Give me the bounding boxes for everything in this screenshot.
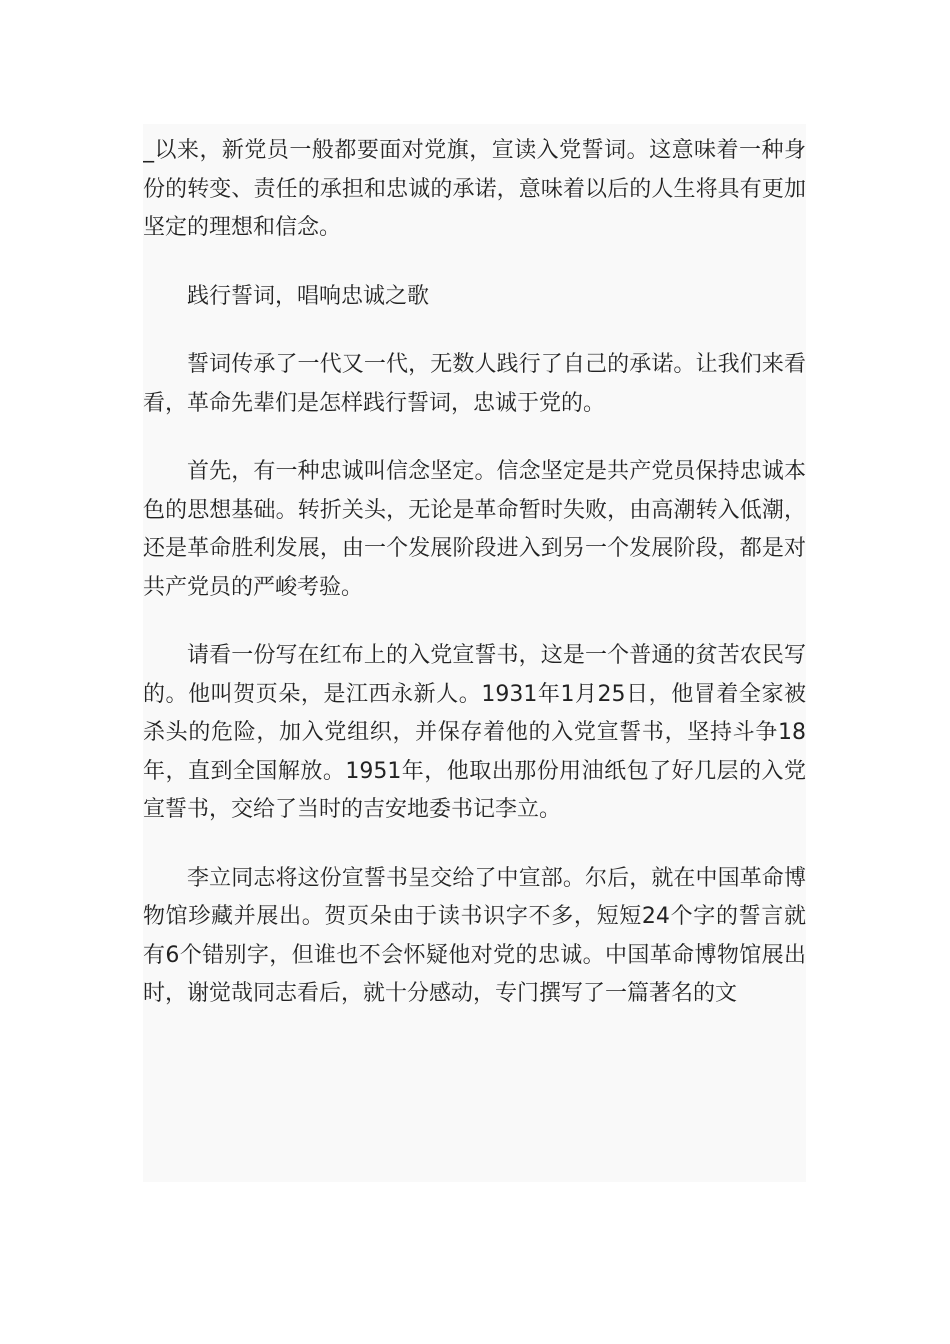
document-body [143, 124, 806, 1182]
paragraph: 请看一份写在红布上的入党宣誓书，这是一个普通的贫苦农民写的。他叫贺页朵，是江西永新人。1931年1月25日，他冒着全家被杀头的危险，加入党组织，并保存着他的入党宣誓书，坚持斗争18年，直到全国解放。1951年，他取出那份用油纸包了好几层的入党宣誓书，交给了当时的吉安地委书记李立。 [143, 643, 806, 822]
section-heading: 践行誓词，唱响忠诚之歌 [187, 283, 430, 309]
paragraph: 誓词传承了一代又一代，无数人践行了自己的承诺。让我们来看看，革命先辈们是怎样践行誓词，忠诚于党的。 [143, 352, 806, 416]
paragraph-continued: _以来，新党员一般都要面对党旗，宣读入党誓词。这意味着一种身份的转变、责任的承担和忠诚的承诺，意味着以后的人生将具有更加坚定的理想和信念。 [143, 138, 806, 240]
paragraph: 李立同志将这份宣誓书呈交给了中宣部。尔后，就在中国革命博物馆珍藏并展出。贺页朵由于读书识字不多，短短24个字的誓言就有6个错别字，但谁也不会怀疑他对党的忠诚。中国革命博物馆展出时，谢觉哉同志看后，就十分感动，专门撰写了一篇著名的文 [143, 865, 806, 1006]
paragraph: 首先，有一种忠诚叫信念坚定。信念坚定是共产党员保持忠诚本色的思想基础。转折关头，无论是革命暂时失败，由高潮转入低潮，还是革命胜利发展，由一个发展阶段进入到另一个发展阶段，都是对共产党员的严峻考验。 [143, 459, 806, 600]
